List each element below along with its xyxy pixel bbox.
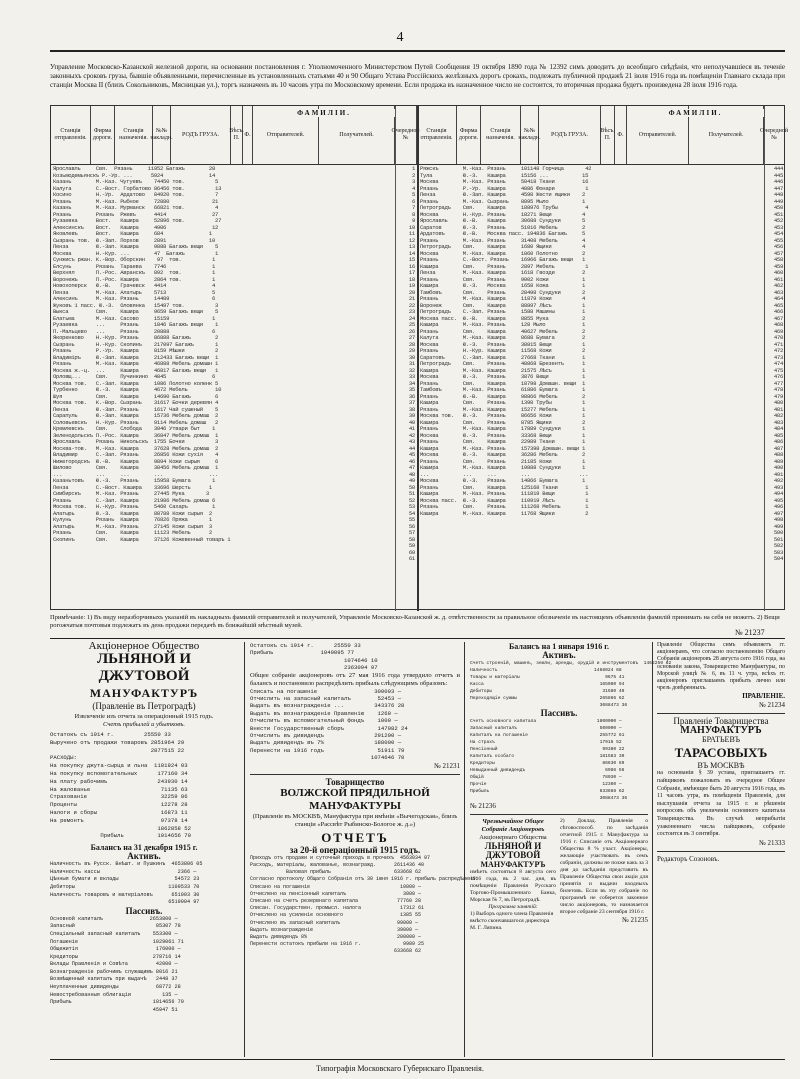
notice2-text: 2) Доклад. Правленія о сѣтовоспособ. по засѣданія отчетной 1915 г. Мануфактура за 1916 г. Списаніе отъ Акціонернаго Общества 8 % участ. Акціонеры, желающіе участвовать въ семъ собраніи, должны не позже какъ за 3 дня до засѣданія представить въ Правленіе Общества свои акціи для принятія и выдачи входныхъ билетовъ. Если въ эту собраніе по программѣ не соберется законное число акціонеровъ, то назначается второе собраніе 23 сентября 1916 г. (560, 818, 648, 915)
pl-lines: Остатокъ съ 1914 г. 25550 33 Выручено отъ продажи товаровъ 2851964 29 2877515 22 РАСХОДЫ: На покупку джута-сырца и льна 1181924 03 На покупку вспомогательных 177160 34 На плату рабочимъ 243930 14 На жалованье 71135 63 Страхованіе 32259 86 Проценты 12278 28 Налоги и сборы 16873 11 На ремонтъ 97378 14 1862858 52 Прибыль 1014656 70 (50, 731, 191, 840)
tarasov-board: Правленіе Товарищества (673, 716, 769, 727)
volzh-board: (Правленіе въ МОСКВѢ, Мануфактура при имѣніи «Вычегодская», близъ станціи «Рассвѣт Рыбинско-Бологое ж. д.») (252, 812, 458, 828)
notice2-ref: № 21235 (622, 916, 648, 924)
company-title-2: МАНУФАКТУРЪ (89, 686, 199, 700)
th-station-from: Станція отправленія. (51, 106, 91, 164)
mid-top-lines: Остатокъ съ 1914 г. 25550 33 Прибыль 1049095 77 1074646 10 2363094 97 (250, 642, 378, 672)
th-weight-p-2: Вѣсъ. П. (601, 106, 615, 164)
th-station-to-2: Станція назначенія. (481, 106, 521, 164)
meeting-company: Акціонернаго Общества (479, 834, 547, 841)
balance-title: Балансъ на 31 декабря 1915 г. (90, 843, 198, 853)
balance1916-aktiv-lines: Счетъ строеній, машинъ, земли, аренды, орудій и инструментовъ 1462259 82 Наличность 1468024 68 Товары и матеріалы 9675 41 Касса 165080 94 Дебиторы 31580 40 Переходящіе суммы 265866 62 3088473 36 (470, 661, 672, 708)
printer-footer: Типографія Московскаго Губернскаго Правленія. (316, 1064, 484, 1073)
volzh-title: ВОЛЖСКОЙ ПРЯДИЛЬНОЙ МАНУФАКТУРЫ (280, 786, 430, 812)
right-top-text: Правленіе Общества симъ объявляетъ гг. акціонерамъ, что согласно постановленію Общаго Собранія акціонеровъ 28 августа сего 1916 года, на основаніи закона, Товарищество Мануфактуры, по Морской улицѣ № 6, въ 11 ч. утра, всѣхъ гг. акціонеровъ приглашаемъ прибыть лично или чрезъ довѣренныхъ. (657, 642, 785, 692)
aktiv-heading: Активъ. (127, 851, 161, 862)
volzh-lines: Приходъ отъ продажи и суточный приходъ в прочихъ 4563034 97 Расходъ, матеріалы, жалованье, вознагражд. 2611436 40 Валовая прибыль 633668 62 Согласно протоколу Общаго Собранія отъ 30 іюня 1916 г. прибыль распредѣлена: Списано на погашеніе 10000 — Отчислено на пенсіонный капиталъ 3000 — Списано на счетъ резервнаго капитала 77760 28 Списан. Государствен. промысл. налога 17312 61 Отчислено на усиленіе основного 1385 55 Отчислено въ запасный капиталъ 99000 — Выдать вознагражденіе 39000 — Выдать дивидендъ 8% 200000 — Перенести остатокъ прибыли на 1916 г. 9989 25 633668 62 (250, 854, 479, 955)
page-number: 4 (396, 30, 404, 45)
balance1916-passiv-lines: Счетъ основного капитала 1800000 — Запасный капиталъ 500000 — Капиталъ на погашеніе 255772 61 На страхъ 17916 52 Пенсіонный 99380 22 Капиталъ особаго 181583 30 Кредиторы 86630 69 Невыданный дивидендъ 6986 56 Общій 78030 — Прочіе 12360 — Прибыль 633668 62 3088473 36 (470, 719, 628, 801)
th-weight-f-2: Ф. (615, 106, 627, 164)
familii-label-right: ФАМИЛІИ. (627, 109, 764, 117)
meeting-manuf: МАНУФАКТУРЪ (480, 860, 546, 869)
volzh-report: ОТЧЕТЪ (321, 829, 389, 845)
company-label: Акціонерное Общество (88, 640, 200, 652)
tarasov-manuf: МАНУФАКТУРЪ (680, 725, 762, 737)
meeting-notice (470, 818, 556, 932)
mid-distribution: Списать на погашеніе 300093 — Отчислить на запасный капиталъ 52453 — Выдать въ вознагражденіе ... 343376 28 Выдать въ вознагражденіе Правленію 1260 — Отчислить въ вспомогательный фондъ 1000 — Внести Государственный сборъ 147982 24 Отчислить въ дивидендъ 291200 — Выдать дивидендъ въ 7% 188000 — Перенести на 1916 годъ 51911 79 1074646 70 (250, 687, 408, 762)
announcement: Управление Московско-Казанской железной дороги, на основании постановления г. Уполномоченного Министерством Путей Сообщения 19 октября 1890 года № 12392 симъ доводитъ до всеобщаго свѣдѣнія, что неполучавшіеся въ теченіе законныхъ сроковъ грузы, бывшіе объявленными, перечисленные въ установленныхъ статьями 40 и 90 Общаго Устава Россійскихъ желѣзныхъ дорогъ срокахъ, подлежатъ публичной продажѣ 21 іюля 1916 года въ помѣщеніи Главнаго склада при станціи Москва II (близъ Сокольниковъ, Мясницкая ул.), торгъ назначенъ въ 10 часовъ утра по Московскому времени. Если продажа въ назначенное число не состоится, то вторичная продажа будетъ произведена 28 іюля 1916 года. (50, 63, 785, 89)
table-notes: Примѣчаніе: 1) Въ виду неразборчивыхъ указаній въ накладныхъ фамилій отправителей и получателей, Управленіе Московско-Казанской ж. д. отвѣтственности за правильное обозначеніе въ настоящемъ объявленіи фамилій принимать на себя не можетъ. 2) Вещи рогожчатыя почтовыя подлежатъ въ день продажи передачѣ въ ближайшій мѣстный музей. (50, 614, 780, 629)
board-location: (Правленіе въ Петроградѣ) (92, 701, 196, 711)
right-top-ref: № 21234 (759, 701, 785, 710)
tarasov-brothers: БРАТЬЕВЪ (701, 735, 741, 745)
th-railway-2: Фирма дороги. (457, 106, 481, 164)
volzh-year: за 20-й операціонный 1915 годъ. (289, 844, 421, 855)
aktiv-lines: Наличность въ Русск. Внѣшт. и Пушкинъ 4653806 05 Наличность кассы 2366 — Цѣнныя бумаги и вклады 54572 23 Дебиторы 1109533 70 Наличность товаровъ и матеріаловъ 651003 30 6519904 97 (50, 861, 203, 906)
balance-1916 (470, 642, 672, 932)
notice-2 (560, 818, 648, 932)
table-rows-right: Ряжскъ М.-Каз. Рязань 101148 Горчица 42 Тула Ю.-З. Кашира 15156 ... 15 Москва М.-Каз. Рязань 50418 Ткани 16 Рязань Р.-Ур. Кашира 4886 Фонари 1 Пенза Ю.-Зап. Кашира 4598 Жести ящики 2 Рязань М.-Каз. Сызрань 8895 Мыло 1 Петроградъ Свя. Кашира 188976 Трубы 4 Москва Н.-Кур. Рязань 18271 Вещи 4 Ярославль Ю.-В. Кашира 30688 Сундуки 5 Саратов Ю.-З. Рязань 51016 Мебель 2 Ардатовъ Ю.-В. Москва пасс. 194836 Багажъ 5 Рязань М.-Каз. Рязань 31408 Мебель 4 Петроградъ Свя. Кашира 1680 Ящики 4 Москва М.-Каз. Кашира 1860 Полотно 2 Рязань С.-Вост. Рязань 16966 Багажъ вещи 1 Кашира Свя. Рязань 2897 Мебель 1 Пенза М.-Каз. Кашира 1618 Гвозди 2 Рязань Свя. Рязань 9002 Кожи 1 Кашира Ю.-З. Москва 1658 Кожа 1 Тамбовъ Свя. Рязань 28498 Сундуки 2 Рязань М.-Каз. Кашира 11879 Кожи 4 Воронеж Свя. Кашира 88897 Лѣсъ 1 Петроградъ С.-Зап. Рязань 1588 Машины 1 Москва пасс. Ю.-В. Кашира 8855 Мука 2 Кашира М.-Каз. Рязань 128 Мыло 1 Рязань Свя. Кашира 40627 Мебель 2 Калуга М.-Каз. Кашира 8688 Бумага 2 Москва Ю.-З. Рязань 38815 Вещи 1 Рязань Н.-Кур. Кашира 11568 Кожи 2 Саратовъ С.-Зап. Кашира 27668 Ткани 1 Петроградъ Свя. Рязань 48868 Брезентъ 1 Кашира М.-Каз. Кашира 21575 Лѣсъ 1 Москва Ю.-З. Рязань 3876 Вещи 1 Рязань Свя. Кашира 18798 Домашн. вещи 1 Тамбовъ М.-Каз. Рязань 61886 Бумага 1 Рязань Ю.-В. Кашира 98866 Мебель 2 Кашира Свя. Рязань 1398 Трубы 1 Рязань М.-Каз. Кашира 15277 Мебель 1 Москва тов. Ю.-З. Рязань 86656 Кожи 1 Кашира Свя. Рязань 8785 Ящики 2 Рязань М.-Каз. Кашира 17889 Сундуки 1 Москва Ю.-З. Рязань 33368 Вещи 1 Рязань Свя. Кашира 22989 Ткани 1 Кашира М.-Каз. Рязань 157398 Домашн. вещи 1 Москва Ю.-З. Кашира 36286 Мебель 2 Рязань Свя. Рязань 21185 Кожи 1 Кашира М.-Каз. Кашира 19888 Сундуки 1 ... ... ... ... ... Москва Ю.-З. Рязань 14866 Бумага 1 Рязань Свя. Кашира 125168 Ткани 1 Кашира М.-Каз. Рязань 111819 Вещи 1 Москва пасс. Ю.-З. Кашира 110919 Лѣсъ 1 Рязань Свя. Рязань 111268 Мебель 1 Кашира М.-Каз. Кашира 11768 Ящики 2 (420, 166, 592, 517)
th-waybill: №№ накладн. (153, 106, 171, 164)
familii-label-left: ФАМИЛІИ. (253, 109, 395, 117)
pl-heading: Счетъ прибылей и убытковъ. (102, 721, 185, 728)
th-station-to: Станція назначенія. (115, 106, 153, 164)
balance1916-title: Балансъ на 1 января 1916 г. (508, 642, 610, 651)
meeting-text: имѣетъ состояться 8 августа сего 1916 года, въ 2 час. дня, въ помѣщеніи Правленія Русскаго Торгово-Промышленнаго Банка, Морская № 7, въ Петроградѣ. (470, 869, 556, 903)
th-senders-2: Отправителей. (627, 106, 689, 164)
order-numbers-left: 1 2 3 4 5 6 7 8 9 10 11 12 13 14 15 16 17 18 19 20 21 22 23 24 25 26 27 28 29 30 31 32 33 34 35 36 37 38 39 40 41 42 43 44 45 46 47 48 49 50 51 52 53 54 55 56 57 58 59 60 61 (408, 165, 415, 562)
editor: Редакторъ Созоновъ. (657, 854, 720, 863)
table-body (51, 164, 784, 610)
meeting-name: ЛЬНЯНОЙ И ДЖУТОВОЙ (484, 841, 542, 860)
ref-number-top: № 21237 (735, 628, 765, 637)
balance1916-aktiv: Активъ. (542, 650, 576, 660)
right-top-sign: ПРАВЛЕНІЕ. (742, 692, 785, 701)
report-subtitle: Извлеченіе изъ отчета за операціонный 1915 годъ. (74, 713, 214, 720)
th-cargo: РОДЪ ГРУЗА. (171, 106, 231, 164)
th-waybill-2: №№ накладн. (521, 106, 539, 164)
order-numbers-right: 444 445 446 447 448 449 450 451 452 453 454 455 456 457 458 459 460 461 462 463 464 465 466 467 468 469 470 471 472 473 474 475 476 477 478 479 480 481 482 483 484 485 486 487 488 489 490 491 492 493 494 495 496 497 498 499 500 501 502 503 504 (773, 165, 783, 562)
meeting-item1: 1) Выборъ одного члена Правленія вмѣсто скончавшагося директора М. Г. Ляпина. (470, 911, 554, 931)
balance1916-passiv: Пассивъ. (540, 708, 578, 718)
th-receivers: Получателей. (319, 106, 395, 164)
th-senders: Отправителей. (253, 106, 319, 164)
th-station-from-2: Станція отправленія. (417, 106, 457, 164)
table-rows-left: Ярославль Свя. Рязань 11952 Багажъ 28 Козьмодемьянскъ Р.-Ур. ... 5924 14 Казань М.-Каз. Чугуевъ 74450 тов. 5 Калуга С.-Вост. Горбатово 86456 тов. 13 Косино Н.-Ур. Ардатово 84920 тов. 7 Рязань М.-Каз. Рыбное 72880 21 Казань М.-Каз. Мурманск 66821 тов. 4 Рязань Рязань Ржевъ 4414 27 Рузаевка Вост. Кашира 52896 тов. 27 Алексинскъ Вост. Кашира 4906 12 Яковлевъ Вост. Кашира 684 1 Сызрань тов. Ю.-Зап. Порхов 2891 10 Пенза Ю.-Зап. Кашира 9888 Багажъ вещи 5 Москва Н.-Кур. ... 47 Багажъ 1 Сунжисъ ржан. К.-Вор. Оборскин 97 тов. 1 Елсунь Рязань Тараева 7746 1 Верхнял П.-Рос. Авранскъ 892 тов. 1 Воронежъ П.-Рос. Кашира 2864 тов. 1 Новохоперск Ю.-В. Грачевск 4414 4 Пенза М.-Каз. Алатырь 5713 5 Алексинъ М.-Каз. Рязань 14489 6 Жуковъ 1 пасс. Ю.-З. Оловянка 15497 тов. 3 Выкса Свя. Кашира 9659 Багажъ вещи 5 Елатьма М.-Каз. Сасово 15159 1 Рузаевка ... Рязань 1846 Багажъ вещи 1 П.-Мальцево ... Рязань 20888 6 Якоренково Н.-Кур. Рязань 86888 Багажъ 2 Сызрань Н.-Кур. Скопинъ 217097 Багажъ 1 Рязань Р.-Ур. Кашира 8159 Мѣшки 2 Владиміръ Ю.-Зап. Кашира 212433 Багажъ вещи 1 Рязань М.-Каз. Кашира 46888 Мебель домашн 1 Москва ж.-ц. ... Кашира 46817 Багажъ вещи 1 Орловщ... Свя. Пучинкино 4845 6 Москва тов. С.-Зап. Кашира 1086 Полотно коленк 5 Турбенко Ю.-З. Кашира 4672 Мебель 10 Шуя Свя. Кашира 14690 Багажъ 6 Москва тов. К.-Вор. Сызрань 31617 Бочки деревян 4 Пенза Ю.-Зап. Рязань 1617 Чай сушеный 5 Сарапуль Ю.-Зап. Кашира 15736 Мебель домаш 2 Соловьевскъ Н.-Кур. Рязань 9114 Мебель домаш 2 Кремлевскъ Свя. Слобода 3946 Утвари быт 1 Зеленодольскъ П.-Рос. Кашира 36847 Мебель домаш 1 Ярославль Рязань Никольскъ 1755 Бочки 3 Москва-тов. М.-Каз. Кашира 37628 Мебель домаш 2 Владимир С.-Зап. Рязань 26856 Кожи сухія 4 Нижегородскъ Ю.-В. Кашира 9894 Кожи сырыя 6 Шилово Свя. Кашира 38456 Мебель домаш 1 ... ... ... ... ... Казаньтовъ Ю.-З. Рязань 15958 Бумага 1 Пенза С.-Вост. Кашира 33696 Шерсть 1 Симбирскъ М.-Каз. Рязань 27445 Мука 3 Рязань С.-Зап. Кашира 21986 Мебель домаш 6 Москва тов. Н.-Кур. Рязань 5460 Сахаръ 1 Алатырь Ю.-З. Кашира 88788 Кожи сырыя 2 Кулунь Рязань Кашира 76826 Пряжа 1 Алатырь М.-Каз. Рязань 27145 Кожи сырыя 3 Рязань Свя. Кашира 11123 Мебель 2 Скопинъ Свя. Кашира 37126 Кожевенный товаръ 1 (53, 166, 231, 543)
volzh-prefix: Товарищество (325, 776, 385, 787)
mid-minutes: Общее собраніе акціонеровъ отъ 27 мая 1916 года утвердило отчетъ и балансъ и постановило распредѣлить прибыль слѣдующимъ образомъ: (250, 671, 460, 687)
company-title: ЛЬНЯНОЙ И ДЖУТОВОЙ (96, 651, 191, 684)
tarasov-ref: № 21333 (759, 838, 785, 847)
meeting-title: Чрезвычайное Общее Собраніе Акціонеровъ (481, 818, 545, 833)
meeting-program: Программа занятій: (488, 904, 538, 910)
mid-ref: № 21231 (434, 761, 460, 770)
unclaimed-goods-table (50, 105, 789, 610)
th-order-2: Очередной № (759, 128, 789, 141)
tarasov-name: ТАРАСОВЫХЪ (674, 745, 768, 761)
tarasov-city: ВЪ МОСКВѢ (697, 761, 745, 771)
distribution-report (250, 642, 479, 956)
th-order: Очередной № (395, 106, 417, 164)
header-rule (50, 50, 785, 52)
th-railway: Фирма дороги. (91, 106, 115, 164)
passiv-heading: Пассивъ. (125, 905, 163, 916)
th-cargo-2: РОДЪ ГРУЗА. (539, 106, 601, 164)
balance1916-ref: № 21236 (470, 802, 496, 810)
lnyanaya-report (50, 642, 238, 1014)
right-column (657, 642, 785, 864)
th-receivers-2: Получателей. (689, 106, 764, 164)
th-weight-f: Ф. (243, 106, 253, 164)
th-weight-p: Вѣсъ. П. (231, 106, 243, 164)
passiv-lines: Основной капиталъ 2653800 — Запасный 85307 78 Спеціальный запасный капиталъ 553300 — Погашеніе 1029061 71 Общежитія 176000 — Кредиторы 278716 14 Вклады Правленія и Совѣта 42000 — Вознагражденіе рабочимъ служащимъ 8016 21 Возмѣщенный капиталъ при выдачѣ 2448 37 Неуплаченные дивиденды 68772 28 Невостребованныя облигаціи 135 — Прибыль 1014656 70 45947 51 (50, 915, 184, 1013)
tarasov-text: на основаніи § 39 устава, приглашаетъ гг. пайщиковъ пожаловать въ очередное Общее Собраніе, имѣющее быть 20 августа 1916 года, въ 11 часовъ утра, въ помѣщеніи Правленія, для выслушанія отчета за 1915 г. и рѣшенія вопросовъ объ увеличеніи основного капитала Товарищества. Въ случаѣ неприбытія узаконеннаго числа пайщиковъ, собраніе состоится въ 3 сентября. (657, 770, 785, 838)
